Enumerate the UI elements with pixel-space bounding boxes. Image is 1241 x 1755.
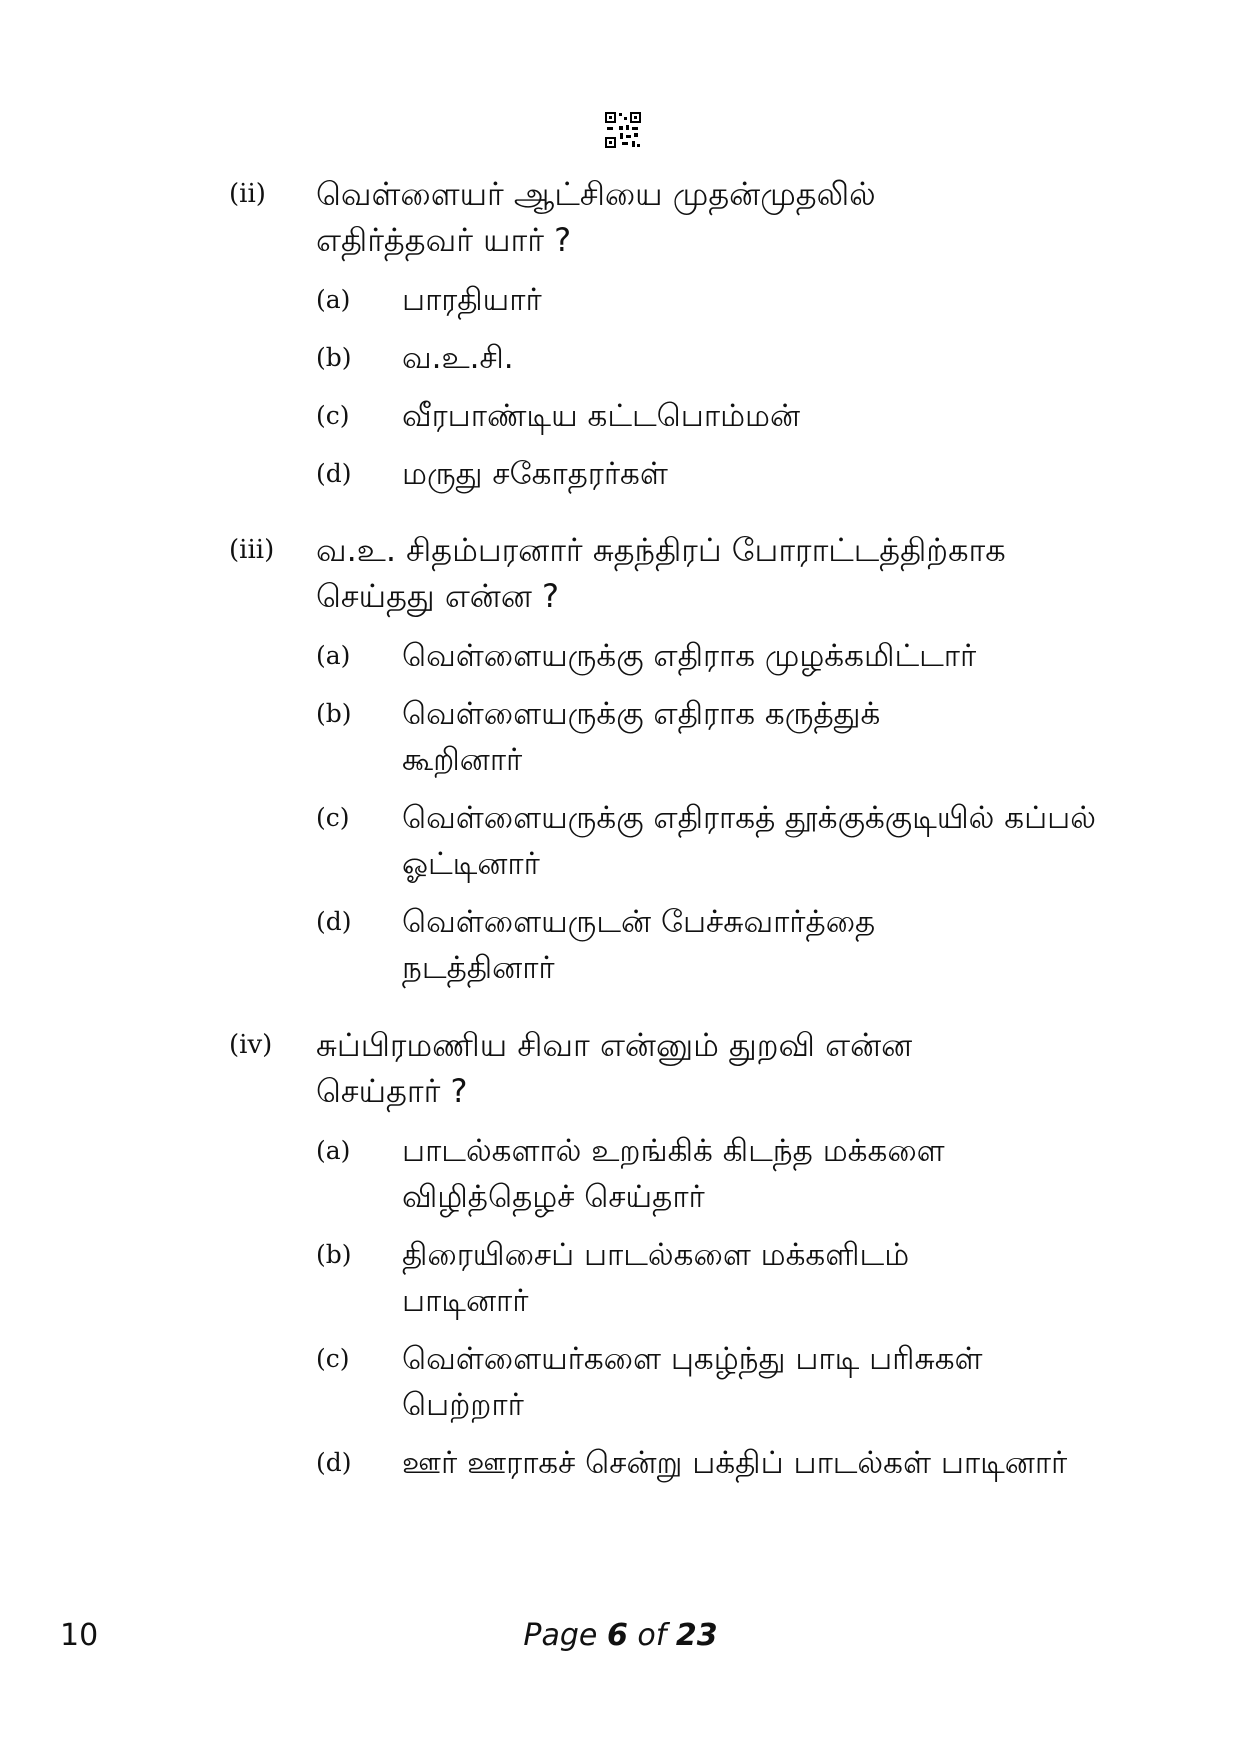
question-number: (ii) [229,179,266,209]
option-text: வெள்ளையர்களை புகழ்ந்து பாடி பரிசுகள் பெற்றார் [402,1341,983,1423]
option-d [316,899,1129,991]
option-text: வெள்ளையருக்கு எதிராகத் தூக்குக்குடியில் கப்பல் ஓட்டினார் [402,800,1096,882]
option-text: பாரதியார் [402,282,542,318]
option-label: (a) [316,641,351,670]
option-text: வெள்ளையருடன் பேச்சுவார்த்தை நடத்தினார் [402,904,876,986]
question-text: வெள்ளையர் ஆட்சியை முதன்முதலில் எதிர்த்தவர் யார் ? [316,175,876,259]
question-text: சுப்பிரமணிய சிவா என்னும் துறவி என்ன செய்தார் ? [316,1026,913,1110]
option-text: வெள்ளையருக்கு எதிராக முழக்கமிட்டார் [402,638,977,674]
paper-code: 10 [60,1618,99,1653]
question-ii [229,171,1129,497]
option-d [316,1440,1129,1486]
option-text: மருது சகோதரர்கள் [402,456,668,492]
option-label: (c) [316,401,350,430]
option-label: (d) [316,459,352,488]
question-number: (iii) [229,535,275,565]
option-b [316,691,1129,783]
option-label: (b) [316,1240,352,1269]
page-number [0,1618,1241,1653]
option-b [316,335,1129,381]
option-text: ஊர் ஊராகச் சென்று பக்திப் பாடல்கள் பாடினார் [402,1445,1068,1481]
option-label: (b) [316,699,352,728]
option-text: வ.உ.சி. [402,340,514,376]
option-d [316,451,1129,497]
page-current: 6 [606,1618,628,1653]
option-label: (d) [316,907,352,936]
option-label: (b) [316,343,352,372]
question-iv [229,1022,1129,1486]
page-of: of [637,1618,667,1653]
page-word: Page [523,1618,598,1653]
option-label: (a) [316,285,351,314]
question-text: வ.உ. சிதம்பரனார் சுதந்திரப் போராட்டத்திற்காக செய்தது என்ன ? [316,531,1006,615]
option-c [316,795,1129,887]
option-label: (c) [316,1344,350,1373]
option-c [316,393,1129,439]
option-text: வெள்ளையருக்கு எதிராக கருத்துக் கூறினார் [402,696,881,778]
question-iii [229,527,1129,991]
option-c [316,1336,1129,1428]
option-text: திரையிசைப் பாடல்களை மக்களிடம் பாடினார் [402,1237,910,1319]
option-text: வீரபாண்டிய கட்டபொம்மன் [402,398,801,434]
page-total: 23 [675,1618,718,1653]
qr-code-icon [604,111,642,149]
option-label: (d) [316,1448,352,1477]
option-a [316,633,1129,679]
option-b [316,1232,1129,1324]
option-label: (a) [316,1136,351,1165]
option-text: பாடல்களால் உறங்கிக் கிடந்த மக்களை விழித்தெழச் செய்தார் [402,1133,945,1215]
question-number: (iv) [229,1030,273,1060]
option-a [316,277,1129,323]
option-a [316,1128,1129,1220]
option-label: (c) [316,803,350,832]
